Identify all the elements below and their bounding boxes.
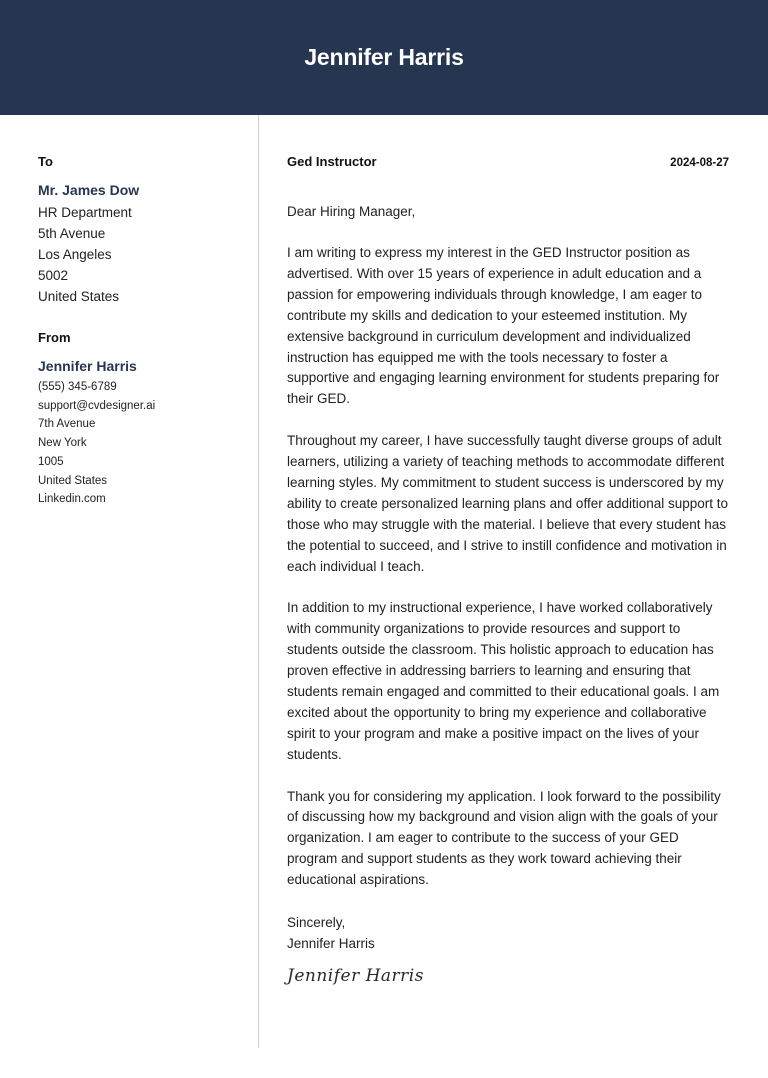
sender-contact <box>38 378 248 509</box>
paragraph: Thank you for considering my application. I look forward to the possibility of discussing how my background and vision align with the goals of your organization. I am eager to contribute to the success of your GED program and support students as they work toward achieving their educational aspirations. <box>287 788 721 888</box>
recipient-line: HR Department <box>38 205 132 220</box>
paragraph: I am writing to express my interest in the GED Instructor position as advertised. With over 15 years of experience in adult education and a passion for empowering individuals through knowledge, I am eager to contribute my skills and dedication to your esteemed institution. My extensive background in curriculum development and individualized instruction has equipped me with the tools necessary to foster a supportive and engaging learning environment for students preparing for their GED. <box>287 245 720 407</box>
letter-date: 2024-08-27 <box>670 157 729 169</box>
recipient-line: 5002 <box>38 268 69 283</box>
sender-phone: (555) 345-6789 <box>38 381 117 393</box>
sender-street: 7th Avenue <box>38 418 96 431</box>
closing-phrase: Sincerely, <box>287 914 346 930</box>
sender-linkedin: Linkedin.com <box>38 493 106 506</box>
recipient-line: 5th Avenue <box>38 226 106 241</box>
paragraph: Throughout my career, I have successfully taught diverse groups of adult learners, utilizing a variety of teaching methods to accommodate different learning styles. My commitment to student success is underscored by my ability to create personalized learning plans and offer additional support to those who may struggle with the material. I believe that every student has the potential to succeed, and I strive to instill confidence and motivation in each individual I teach. <box>287 433 729 574</box>
sender-name: Jennifer Harris <box>38 358 137 374</box>
salutation: Dear Hiring Manager, <box>287 204 416 219</box>
sender-zip: 1005 <box>38 455 64 468</box>
recipient-heading: To <box>38 154 53 169</box>
letter-meta <box>287 154 729 169</box>
sidebar <box>38 154 248 509</box>
recipient-block <box>38 154 248 307</box>
sender-city: New York <box>38 437 87 450</box>
closing-name: Jennifer Harris <box>287 935 375 951</box>
applicant-name: Jennifer Harris <box>304 44 464 70</box>
letter-header <box>0 0 768 115</box>
letter-body <box>287 154 729 986</box>
paragraph: In addition to my instructional experience, I have worked collaboratively with community organizations to provide resources and support to students outside the classroom. This holistic approach to education has proven effective in addressing barriers to learning and ensuring that students remain engaged and committed to their educational goals. I am excited about the opportunity to bring my experience and collaborative spirit to your program and make a positive impact on the lives of your students. <box>287 600 720 762</box>
closing-block <box>287 912 729 954</box>
job-title: Ged Instructor <box>287 154 377 169</box>
sender-heading: From <box>38 330 71 345</box>
signature: Jennifer Harris <box>287 965 424 986</box>
sender-block <box>38 330 248 509</box>
column-divider <box>258 115 259 1048</box>
recipient-address <box>38 202 248 307</box>
recipient-line: Los Angeles <box>38 247 112 262</box>
recipient-name: Mr. James Dow <box>38 182 140 198</box>
recipient-line: United States <box>38 289 120 304</box>
sender-email: support@cvdesigner.ai <box>38 399 156 412</box>
sender-country: United States <box>38 474 108 487</box>
